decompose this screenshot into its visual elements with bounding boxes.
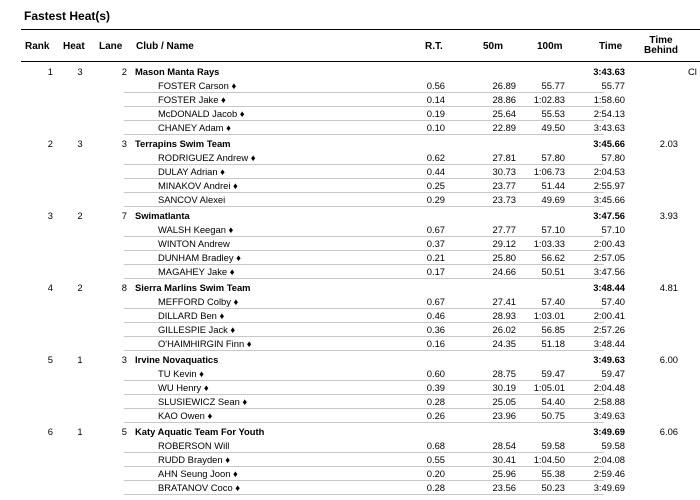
swimmer-split-100m: 1:06.73 bbox=[533, 166, 565, 177]
swimmer-cumulative-time: 2:54.13 bbox=[593, 108, 625, 119]
swimmer-reaction-time: 0.28 bbox=[426, 482, 445, 493]
swimmer-split-100m: 1:04.50 bbox=[533, 454, 565, 465]
swimmer-split-100m: 56.85 bbox=[541, 324, 565, 335]
row-divider bbox=[124, 278, 604, 279]
swimmer-split-50m: 28.75 bbox=[492, 368, 516, 379]
swimmer-split-100m: 59.47 bbox=[541, 368, 565, 379]
swimmer-cumulative-time: 2:00.41 bbox=[593, 310, 625, 321]
team-rank: 2 bbox=[47, 138, 53, 149]
swimmer-name: BRATANOV Coco ♦ bbox=[158, 482, 241, 493]
swimmer-name: FOSTER Jake ♦ bbox=[158, 94, 226, 105]
team-time: 3:49.63 bbox=[593, 354, 625, 365]
swimmer-reaction-time: 0.14 bbox=[426, 94, 445, 105]
row-divider bbox=[124, 206, 604, 207]
swimmer-name: AHN Seung Joon ♦ bbox=[158, 468, 238, 479]
swimmer-name: SANCOV Alexei bbox=[158, 194, 226, 205]
swimmer-split-100m: 1:02.83 bbox=[533, 94, 565, 105]
swimmer-name: DUNHAM Bradley ♦ bbox=[158, 252, 241, 263]
swimmer-cumulative-time: 59.47 bbox=[601, 368, 625, 379]
swimmer-split-100m: 50.75 bbox=[541, 410, 565, 421]
swimmer-cumulative-time: 57.10 bbox=[601, 224, 625, 235]
swimmer-reaction-time: 0.62 bbox=[426, 152, 445, 163]
swimmer-name: KAO Owen ♦ bbox=[158, 410, 213, 421]
swimmer-split-100m: 51.18 bbox=[541, 338, 565, 349]
swimmer-cumulative-time: 3:47.56 bbox=[593, 266, 625, 277]
row-divider bbox=[124, 422, 604, 423]
swimmer-split-50m: 25.05 bbox=[492, 396, 516, 407]
team-heat: 3 bbox=[77, 66, 83, 77]
swimmer-split-50m: 25.64 bbox=[492, 108, 516, 119]
team-heat: 2 bbox=[77, 210, 83, 221]
swimmer-cumulative-time: 3:45.66 bbox=[593, 194, 625, 205]
swimmer-cumulative-time: 3:49.63 bbox=[593, 410, 625, 421]
team-heat: 1 bbox=[77, 426, 83, 437]
swimmer-cumulative-time: 2:04.08 bbox=[593, 454, 625, 465]
team-lane: 5 bbox=[121, 426, 127, 437]
swimmer-row bbox=[21, 409, 700, 423]
team-extra-note: Cl bbox=[688, 66, 697, 77]
swimmer-row bbox=[21, 121, 700, 135]
team-lane: 2 bbox=[121, 66, 127, 77]
swimmer-reaction-time: 0.60 bbox=[426, 368, 445, 379]
col-50m: 50m bbox=[483, 41, 504, 52]
swimmer-split-50m: 28.93 bbox=[492, 310, 516, 321]
swimmer-row bbox=[21, 93, 700, 107]
swimmer-split-50m: 28.54 bbox=[492, 440, 516, 451]
swimmer-reaction-time: 0.55 bbox=[426, 454, 445, 465]
swimmer-cumulative-time: 55.77 bbox=[601, 80, 625, 91]
team-lane: 3 bbox=[121, 138, 127, 149]
swimmer-reaction-time: 0.44 bbox=[426, 166, 445, 177]
team-time-behind: 3.93 bbox=[659, 210, 678, 221]
swimmer-reaction-time: 0.17 bbox=[426, 266, 445, 277]
swimmer-split-100m: 55.77 bbox=[541, 80, 565, 91]
swimmer-row bbox=[21, 309, 700, 323]
team-row bbox=[21, 425, 700, 439]
swimmer-cumulative-time: 2:00.43 bbox=[593, 238, 625, 249]
swimmer-name: MAGAHEY Jake ♦ bbox=[158, 266, 235, 277]
swimmer-split-100m: 1:03.33 bbox=[533, 238, 565, 249]
swimmer-split-50m: 30.19 bbox=[492, 382, 516, 393]
swimmer-row bbox=[21, 251, 700, 265]
team-rank: 6 bbox=[47, 426, 53, 437]
team-rank: 1 bbox=[47, 66, 53, 77]
swimmer-split-50m: 22.89 bbox=[492, 122, 516, 133]
swimmer-row bbox=[21, 453, 700, 467]
swimmer-split-100m: 1:03.01 bbox=[533, 310, 565, 321]
team-rank: 3 bbox=[47, 210, 53, 221]
swimmer-row bbox=[21, 165, 700, 179]
swimmer-name: CHANEY Adam ♦ bbox=[158, 122, 231, 133]
team-time-behind: 2.03 bbox=[659, 138, 678, 149]
swimmer-split-50m: 23.56 bbox=[492, 482, 516, 493]
swimmer-cumulative-time: 57.80 bbox=[601, 152, 625, 163]
swimmer-split-100m: 57.40 bbox=[541, 296, 565, 307]
swimmer-split-50m: 29.12 bbox=[492, 238, 516, 249]
swimmer-split-50m: 24.35 bbox=[492, 338, 516, 349]
swimmer-cumulative-time: 2:04.53 bbox=[593, 166, 625, 177]
team-row bbox=[21, 353, 700, 367]
team-rank: 4 bbox=[47, 282, 53, 293]
team-time-behind: 4.81 bbox=[659, 282, 678, 293]
swimmer-cumulative-time: 57.40 bbox=[601, 296, 625, 307]
swimmer-name: RUDD Brayden ♦ bbox=[158, 454, 230, 465]
swimmer-split-100m: 51.44 bbox=[541, 180, 565, 191]
swimmer-split-50m: 23.77 bbox=[492, 180, 516, 191]
swimmer-reaction-time: 0.46 bbox=[426, 310, 445, 321]
swimmer-name: GILLESPIE Jack ♦ bbox=[158, 324, 236, 335]
swimmer-cumulative-time: 3:49.69 bbox=[593, 482, 625, 493]
col-100m: 100m bbox=[537, 41, 563, 52]
col-lane: Lane bbox=[99, 41, 123, 52]
swimmer-cumulative-time: 1:58.60 bbox=[593, 94, 625, 105]
col-time-behind-line1: Time bbox=[649, 35, 673, 46]
row-divider bbox=[124, 494, 604, 495]
team-row bbox=[21, 65, 700, 79]
swimmer-split-50m: 26.89 bbox=[492, 80, 516, 91]
swimmer-row bbox=[21, 193, 700, 207]
swimmer-row bbox=[21, 367, 700, 381]
page-title: Fastest Heat(s) bbox=[24, 9, 111, 23]
team-club-name: Sierra Marlins Swim Team bbox=[135, 282, 251, 293]
team-time: 3:47.56 bbox=[593, 210, 625, 221]
swimmer-split-50m: 27.81 bbox=[492, 152, 516, 163]
team-club-name: Katy Aquatic Team For Youth bbox=[135, 426, 265, 437]
swimmer-name: WINTON Andrew bbox=[158, 238, 230, 249]
row-divider bbox=[124, 350, 604, 351]
swimmer-split-50m: 25.96 bbox=[492, 468, 516, 479]
swimmer-name: McDONALD Jacob ♦ bbox=[158, 108, 245, 119]
swimmer-row bbox=[21, 323, 700, 337]
swimmer-split-100m: 55.53 bbox=[541, 108, 565, 119]
swimmer-row bbox=[21, 337, 700, 351]
swimmer-split-50m: 27.41 bbox=[492, 296, 516, 307]
team-time-behind: 6.06 bbox=[659, 426, 678, 437]
swimmer-split-100m: 50.23 bbox=[541, 482, 565, 493]
col-rank: Rank bbox=[25, 41, 50, 52]
swimmer-split-50m: 25.80 bbox=[492, 252, 516, 263]
swimmer-split-100m: 56.62 bbox=[541, 252, 565, 263]
col-rt: R.T. bbox=[425, 41, 443, 52]
swimmer-name: MEFFORD Colby ♦ bbox=[158, 296, 239, 307]
swimmer-name: WU Henry ♦ bbox=[158, 382, 209, 393]
swimmer-split-100m: 59.58 bbox=[541, 440, 565, 451]
swimmer-name: MINAKOV Andrei ♦ bbox=[158, 180, 238, 191]
swimmer-reaction-time: 0.37 bbox=[426, 238, 445, 249]
swimmer-row bbox=[21, 151, 700, 165]
swimmer-reaction-time: 0.36 bbox=[426, 324, 445, 335]
team-club-name: Swimatlanta bbox=[135, 210, 190, 221]
swimmer-reaction-time: 0.21 bbox=[426, 252, 445, 263]
swimmer-row bbox=[21, 107, 700, 121]
team-lane: 3 bbox=[121, 354, 127, 365]
swimmer-cumulative-time: 3:43.63 bbox=[593, 122, 625, 133]
swimmer-row bbox=[21, 481, 700, 495]
swimmer-split-50m: 30.41 bbox=[492, 454, 516, 465]
swimmer-row bbox=[21, 467, 700, 481]
swimmer-split-100m: 49.69 bbox=[541, 194, 565, 205]
team-row bbox=[21, 209, 700, 223]
swimmer-reaction-time: 0.28 bbox=[426, 396, 445, 407]
swimmer-reaction-time: 0.25 bbox=[426, 180, 445, 191]
team-row bbox=[21, 281, 700, 295]
swimmer-cumulative-time: 2:57.26 bbox=[593, 324, 625, 335]
team-time: 3:43.63 bbox=[593, 66, 625, 77]
swimmer-reaction-time: 0.67 bbox=[426, 224, 445, 235]
swimmer-split-100m: 50.51 bbox=[541, 266, 565, 277]
swimmer-reaction-time: 0.67 bbox=[426, 296, 445, 307]
swimmer-split-100m: 57.10 bbox=[541, 224, 565, 235]
swimmer-split-50m: 30.73 bbox=[492, 166, 516, 177]
swimmer-name: DULAY Adrian ♦ bbox=[158, 166, 225, 177]
swimmer-name: DILLARD Ben ♦ bbox=[158, 310, 225, 321]
swimmer-cumulative-time: 2:04.48 bbox=[593, 382, 625, 393]
col-club-name: Club / Name bbox=[136, 41, 194, 52]
team-time: 3:48.44 bbox=[593, 282, 625, 293]
swimmer-reaction-time: 0.39 bbox=[426, 382, 445, 393]
swimmer-reaction-time: 0.29 bbox=[426, 194, 445, 205]
swimmer-name: SLUSIEWICZ Sean ♦ bbox=[158, 396, 248, 407]
swimmer-reaction-time: 0.19 bbox=[426, 108, 445, 119]
swimmer-split-50m: 26.02 bbox=[492, 324, 516, 335]
swimmer-name: ROBERSON Will bbox=[158, 440, 230, 451]
swimmer-split-50m: 28.86 bbox=[492, 94, 516, 105]
team-row bbox=[21, 137, 700, 151]
team-time-behind: 6.00 bbox=[659, 354, 678, 365]
swimmer-split-100m: 49.50 bbox=[541, 122, 565, 133]
swimmer-row bbox=[21, 295, 700, 309]
row-divider bbox=[124, 134, 604, 135]
swimmer-reaction-time: 0.10 bbox=[426, 122, 445, 133]
swimmer-name: FOSTER Carson ♦ bbox=[158, 80, 237, 91]
swimmer-reaction-time: 0.56 bbox=[426, 80, 445, 91]
col-heat: Heat bbox=[63, 41, 85, 52]
team-club-name: Mason Manta Rays bbox=[135, 66, 220, 77]
team-rank: 5 bbox=[47, 354, 53, 365]
team-time: 3:49.69 bbox=[593, 426, 625, 437]
swimmer-split-50m: 27.77 bbox=[492, 224, 516, 235]
swimmer-split-100m: 57.80 bbox=[541, 152, 565, 163]
swimmer-row bbox=[21, 179, 700, 193]
swimmer-cumulative-time: 2:59.46 bbox=[593, 468, 625, 479]
swimmer-row bbox=[21, 439, 700, 453]
swimmer-name: WALSH Keegan ♦ bbox=[158, 224, 234, 235]
swimmer-cumulative-time: 2:57.05 bbox=[593, 252, 625, 263]
swimmer-reaction-time: 0.16 bbox=[426, 338, 445, 349]
team-heat: 3 bbox=[77, 138, 83, 149]
swimmer-cumulative-time: 3:48.44 bbox=[593, 338, 625, 349]
swimmer-row bbox=[21, 223, 700, 237]
swimmer-reaction-time: 0.26 bbox=[426, 410, 445, 421]
team-club-name: Irvine Novaquatics bbox=[135, 354, 219, 365]
col-time-behind bbox=[638, 36, 684, 56]
col-time: Time bbox=[599, 41, 623, 52]
swimmer-name: O'HAIMHIRGIN Finn ♦ bbox=[158, 338, 252, 349]
team-heat: 1 bbox=[77, 354, 83, 365]
swimmer-split-100m: 1:05.01 bbox=[533, 382, 565, 393]
col-time-behind-line2: Behind bbox=[644, 45, 678, 56]
swimmer-split-100m: 54.40 bbox=[541, 396, 565, 407]
swimmer-split-100m: 55.38 bbox=[541, 468, 565, 479]
swimmer-cumulative-time: 2:55.97 bbox=[593, 180, 625, 191]
swimmer-row bbox=[21, 237, 700, 251]
swimmer-split-50m: 23.73 bbox=[492, 194, 516, 205]
team-lane: 8 bbox=[121, 282, 127, 293]
swimmer-row bbox=[21, 79, 700, 93]
swimmer-cumulative-time: 59.58 bbox=[601, 440, 625, 451]
swimmer-row bbox=[21, 265, 700, 279]
swimmer-cumulative-time: 2:58.88 bbox=[593, 396, 625, 407]
team-lane: 7 bbox=[121, 210, 127, 221]
swimmer-reaction-time: 0.20 bbox=[426, 468, 445, 479]
swimmer-split-50m: 23.96 bbox=[492, 410, 516, 421]
team-time: 3:45.66 bbox=[593, 138, 625, 149]
swimmer-row bbox=[21, 381, 700, 395]
swimmer-row bbox=[21, 395, 700, 409]
swimmer-reaction-time: 0.68 bbox=[426, 440, 445, 451]
team-heat: 2 bbox=[77, 282, 83, 293]
swimmer-split-50m: 24.66 bbox=[492, 266, 516, 277]
team-club-name: Terrapins Swim Team bbox=[135, 138, 231, 149]
table-header bbox=[21, 29, 700, 62]
swimmer-name: TU Kevin ♦ bbox=[158, 368, 204, 379]
swimmer-name: RODRIGUEZ Andrew ♦ bbox=[158, 152, 256, 163]
